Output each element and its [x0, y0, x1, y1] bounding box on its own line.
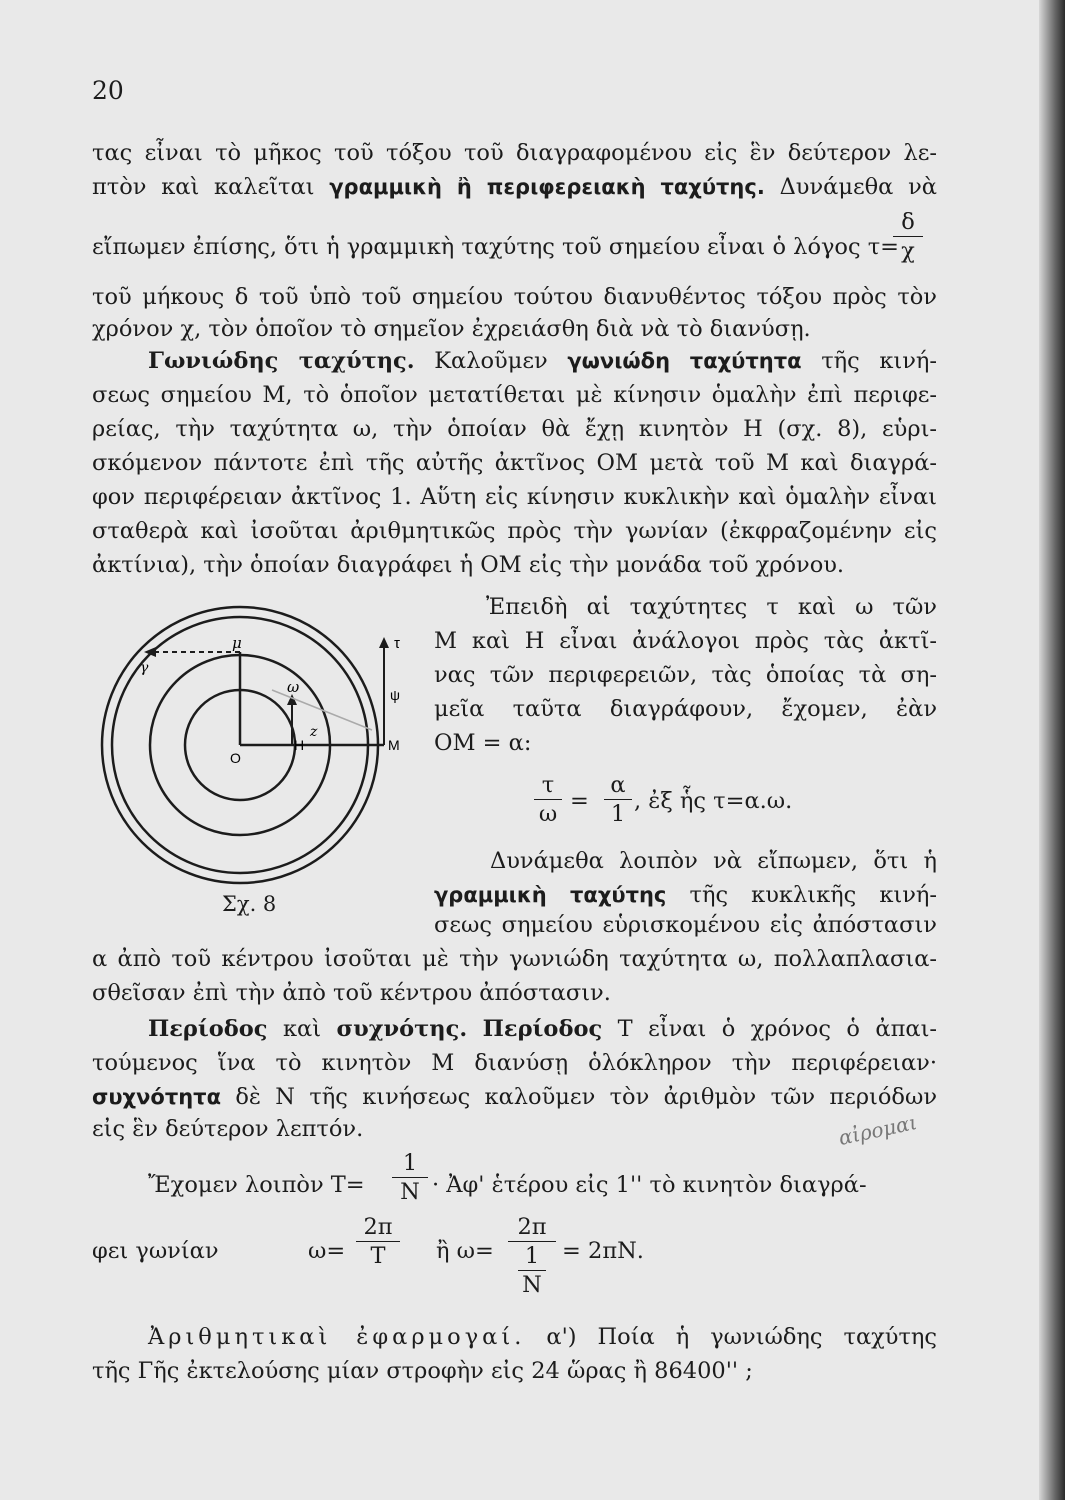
- label-gamma: γ: [140, 660, 149, 676]
- fraction-2pi-over-T: 2π Τ: [356, 1214, 400, 1269]
- formula-result: = 2πΝ.: [562, 1238, 644, 1264]
- label-z: z: [310, 724, 318, 740]
- text-line: σεως σημείου Μ, τὸ ὁποῖον μετατίθεται μὲ κίνησιν ὁμαλὴν ἐπὶ περιφε-: [92, 382, 937, 408]
- text-line: Γωνιώδης ταχύτης. Καλοῦμεν γωνιώδη ταχύτητα τῆς κινή-: [148, 348, 937, 374]
- fraction-2pi-over-1-over-N: 2π 1 Ν: [508, 1214, 556, 1298]
- label-psi: ψ: [390, 687, 400, 703]
- label-H: Η: [294, 737, 305, 753]
- text-line: ΟΜ = α:: [434, 730, 532, 756]
- bold-term: συχνότητα: [92, 1085, 221, 1109]
- text-line: Ἀριθμητικαὶ ἐφαρμογαί. α') Ποία ἡ γωνιώδης ταχύτης: [148, 1324, 938, 1350]
- text-line: φει γωνίαν: [92, 1238, 219, 1264]
- label-M: Μ: [388, 737, 400, 753]
- text-line: τοῦ μήκους δ τοῦ ὑπὸ τοῦ σημείου τούτου διανυθέντος τόξου πρὸς τὸν: [92, 284, 937, 310]
- handwritten-margin-note: αἰρομαι: [836, 1109, 920, 1151]
- text-line: εἰς ἓν δεύτερον λεπτόν.: [92, 1116, 364, 1142]
- text-line: Ἐπειδὴ αἱ ταχύτητες τ καὶ ω τῶν: [486, 594, 937, 620]
- tau-arrowhead: [379, 637, 389, 648]
- text-line: σκόμενον πάντοτε ἐπὶ τῆς αὐτῆς ἀκτῖνος ΟΜ μετὰ τοῦ Μ καὶ διαγρά-: [92, 450, 937, 476]
- label-O: Ο: [230, 750, 241, 766]
- text-line: σταθερὰ καὶ ἰσοῦται ἀριθμητικῶς πρὸς τὴν γωνίαν (ἐκφραζομένην εἰς: [92, 518, 937, 544]
- page-edge-shadow: [1039, 0, 1065, 1500]
- spaced-heading: Ἀριθμητικαὶ ἐφαρμογαί.: [148, 1324, 526, 1350]
- page-number: 20: [92, 76, 124, 105]
- text-line: Περίοδος καὶ συχνότης. Περίοδος Τ εἶναι ὁ χρόνος ὁ ἀπαι-: [148, 1016, 938, 1042]
- fraction-tau-omega: τ ω: [534, 772, 562, 827]
- text-line: χρόνον χ, τὸν ὁποῖον τὸ σημεῖον ἐχρειάσθη διὰ νὰ τὸ διανύσῃ.: [92, 316, 811, 342]
- label-omega: ω: [287, 678, 300, 696]
- text-line: πτὸν καὶ καλεῖται γραμμικὴ ἢ περιφερειακὴ ταχύτης. Δυνάμεθα νὰ: [92, 174, 937, 200]
- figure-circles: [92, 590, 422, 890]
- text-line: σεως σημείου εὑρισκομένου εἰς ἀπόστασιν: [434, 912, 937, 938]
- text-line: συχνότητα δὲ Ν τῆς κινήσεως καλοῦμεν τὸν ἀριθμὸν τῶν περιόδων: [92, 1084, 937, 1110]
- formula-or-omega: ἢ ω=: [436, 1238, 494, 1264]
- text-line: τούμενος ἵνα τὸ κινητὸν Μ διανύσῃ ὁλόκληρον τὴν περιφέρειαν·: [92, 1050, 937, 1076]
- label-mu: μ: [232, 634, 242, 652]
- formula-tail: , ἐξ ἧς τ=α.ω.: [634, 788, 793, 814]
- text-line: ἀκτίνια), τὴν ὁποίαν διαγράφει ἡ ΟΜ εἰς τὴν μονάδα τοῦ χρόνου.: [92, 552, 845, 578]
- section-heading: Γωνιώδης ταχύτης.: [148, 348, 415, 374]
- text-line: νας τῶν περιφερειῶν, τὰς ὁποίας τὰ ση-: [434, 662, 937, 688]
- text-line: Δυνάμεθα λοιπὸν νὰ εἴπωμεν, ὅτι ἡ: [490, 848, 937, 874]
- fraction-delta-chi: δ χ: [893, 209, 923, 264]
- fraction-one-over-N: 1 Ν: [392, 1150, 428, 1205]
- figure-caption: Σχ. 8: [222, 892, 277, 916]
- text-line: μεῖα ταῦτα διαγράφουν, ἔχομεν, ἐὰν: [434, 696, 937, 722]
- equals-sign: =: [570, 788, 589, 814]
- text-line: εἴπωμεν ἐπίσης, ὅτι ἡ γραμμικὴ ταχύτης τοῦ σημείου εἶναι ὁ λόγος τ=: [92, 234, 900, 260]
- formula-omega-eq: ω=: [308, 1238, 346, 1264]
- text-line: τῆς Γῆς ἐκτελούσης μίαν στροφὴν εἰς 24 ὥρας ἢ 86400'' ;: [92, 1358, 753, 1384]
- text-line: α ἀπὸ τοῦ κέντρου ἰσοῦται μὲ τὴν γωνιώδη ταχύτητα ω, πολλαπλασια-: [92, 946, 937, 972]
- fraction-alpha-one: α 1: [604, 772, 632, 827]
- text-line: γραμμικὴ ταχύτης τῆς κυκλικῆς κινή-: [434, 882, 937, 908]
- bold-term: γραμμικὴ ταχύτης: [434, 883, 667, 907]
- bold-term: γραμμικὴ ἢ περιφερειακὴ ταχύτης.: [329, 175, 765, 199]
- bold-term: γωνιώδη ταχύτητα: [567, 349, 802, 373]
- text-line: · Ἀφ' ἑτέρου εἰς 1'' τὸ κινητὸν διαγρά-: [432, 1172, 867, 1198]
- text-line: ρείας, τὴν ταχύτητα ω, τὴν ὁποίαν θὰ ἔχῃ κινητὸν Η (σχ. 8), εὑρι-: [92, 416, 937, 442]
- text-line: σθεῖσαν ἐπὶ τὴν ἀπὸ τοῦ κέντρου ἀπόστασιν.: [92, 980, 611, 1006]
- text-line: Μ καὶ Η εἶναι ἀνάλογοι πρὸς τὰς ἀκτῖ-: [434, 628, 937, 654]
- text-line: Ἔχομεν λοιπὸν Τ=: [148, 1172, 365, 1198]
- label-tau: τ: [394, 635, 400, 652]
- text-line: φον περιφέρειαν ἀκτῖνος 1. Αὕτη εἰς κίνησιν κυκλικὴν καὶ ὁμαλὴν εἶναι: [92, 484, 937, 510]
- section-heading: Περίοδος: [148, 1016, 268, 1042]
- text-line: τας εἶναι τὸ μῆκος τοῦ τόξου τοῦ διαγραφομένου εἰς ἓν δεύτερον λε-: [92, 140, 937, 166]
